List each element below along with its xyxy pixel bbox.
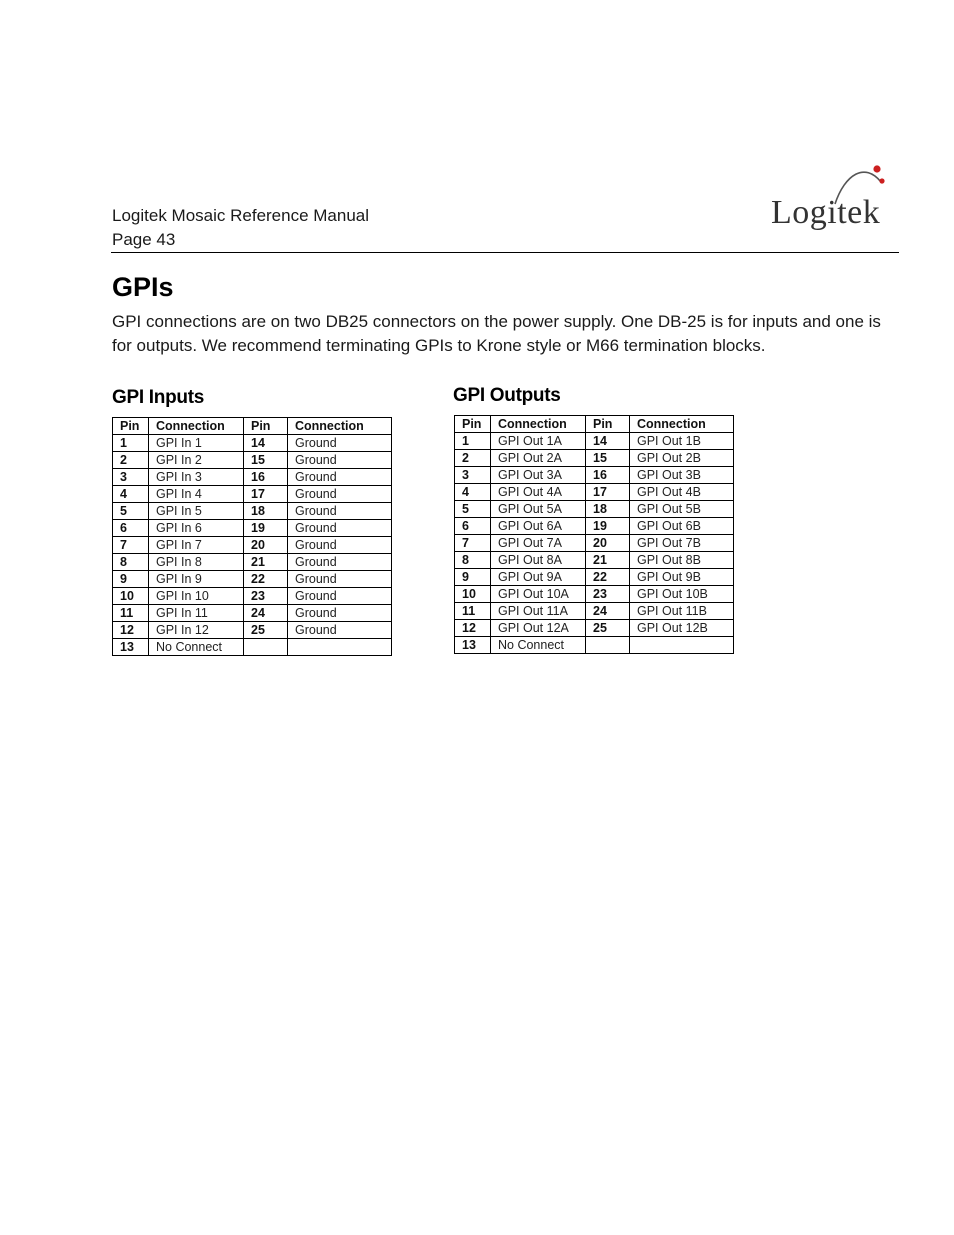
pin-number-cell: 5 [113,503,149,520]
connection-cell: GPI Out 4B [630,484,734,501]
pin-number-cell: 20 [586,535,630,552]
pin-number-cell: 16 [244,469,288,486]
gpi-inputs-title: GPI Inputs [112,387,205,408]
connection-cell: GPI Out 1B [630,433,734,450]
table-row [455,450,734,467]
pin-number-cell: 13 [113,639,149,656]
table-row [113,588,392,605]
page-number: Page 43 [112,230,176,249]
table-row [113,520,392,537]
table-row [113,503,392,520]
table-row [113,639,392,656]
pin-number-cell: 12 [455,620,491,637]
pin-number-cell: 23 [586,586,630,603]
connection-cell: GPI In 9 [149,571,244,588]
pin-number-cell: 8 [455,552,491,569]
header-divider [111,252,899,253]
pin-number-cell: 5 [455,501,491,518]
pin-number-cell: 16 [586,467,630,484]
table-row [113,486,392,503]
connection-cell: GPI In 5 [149,503,244,520]
connection-cell: GPI In 12 [149,622,244,639]
section-title: GPIs [112,272,174,302]
pin-number-cell: 17 [244,486,288,503]
connection-cell: Ground [288,486,392,503]
page-header [112,204,369,252]
connection-cell: GPI In 10 [149,588,244,605]
pin-number-cell: 9 [113,571,149,588]
table-row [113,469,392,486]
connection-cell: GPI Out 11B [630,603,734,620]
connection-cell: GPI Out 12A [491,620,586,637]
pin-column-header: Pin [455,416,491,433]
pin-number-cell: 7 [113,537,149,554]
connection-cell: GPI In 2 [149,452,244,469]
table-header-row [455,416,734,433]
connection-cell: GPI In 11 [149,605,244,622]
connection-cell: GPI In 6 [149,520,244,537]
table-row [455,637,734,654]
logitek-logo [765,160,895,240]
pin-number-cell: 18 [244,503,288,520]
gpi-outputs-title: GPI Outputs [453,385,561,406]
connection-cell: GPI Out 6A [491,518,586,535]
pin-number-cell: 18 [586,501,630,518]
connection-cell: GPI Out 7B [630,535,734,552]
pin-column-header: Pin [586,416,630,433]
table-row [455,552,734,569]
connection-cell: GPI Out 6B [630,518,734,535]
table-row [113,435,392,452]
pin-number-cell [244,639,288,656]
pin-number-cell: 6 [113,520,149,537]
connection-cell: Ground [288,622,392,639]
pin-number-cell: 10 [113,588,149,605]
pin-number-cell: 19 [586,518,630,535]
connection-cell: GPI In 4 [149,486,244,503]
connection-cell [288,639,392,656]
pin-number-cell: 14 [244,435,288,452]
connection-cell: Ground [288,537,392,554]
logo-wordmark: Logitek [771,194,881,231]
connection-cell: GPI Out 2B [630,450,734,467]
table-row [455,501,734,518]
table-row [113,622,392,639]
connection-cell: No Connect [491,637,586,654]
pin-number-cell: 3 [113,469,149,486]
connection-cell: GPI Out 2A [491,450,586,467]
table-row [113,571,392,588]
table-row [455,586,734,603]
connection-cell: Ground [288,554,392,571]
pin-number-cell: 20 [244,537,288,554]
table-row [455,433,734,450]
pin-number-cell: 9 [455,569,491,586]
pin-number-cell: 3 [455,467,491,484]
connection-cell: Ground [288,605,392,622]
table-row [455,620,734,637]
pin-number-cell: 11 [113,605,149,622]
connection-cell: GPI In 7 [149,537,244,554]
connection-cell: GPI Out 9A [491,569,586,586]
pin-number-cell: 15 [586,450,630,467]
connection-cell: GPI Out 5B [630,501,734,518]
table-row [455,535,734,552]
table-row [455,484,734,501]
table-header-row [113,418,392,435]
gpi-outputs-table [454,415,734,654]
table-row [455,518,734,535]
pin-number-cell: 14 [586,433,630,450]
table-row [113,537,392,554]
connection-cell: Ground [288,469,392,486]
connection-cell: GPI Out 11A [491,603,586,620]
connection-cell: GPI Out 8B [630,552,734,569]
pin-number-cell: 22 [244,571,288,588]
connection-cell: No Connect [149,639,244,656]
connection-cell: GPI In 8 [149,554,244,571]
connection-cell: GPI Out 3B [630,467,734,484]
pin-number-cell: 1 [455,433,491,450]
pin-number-cell: 17 [586,484,630,501]
pin-number-cell: 24 [586,603,630,620]
pin-number-cell: 1 [113,435,149,452]
connection-cell: GPI Out 10B [630,586,734,603]
connection-cell: Ground [288,571,392,588]
manual-title: Logitek Mosaic Reference Manual [112,206,370,225]
pin-number-cell: 22 [586,569,630,586]
pin-number-cell: 10 [455,586,491,603]
connection-cell: GPI Out 10A [491,586,586,603]
connection-column-header: Connection [288,418,392,435]
pin-number-cell: 25 [586,620,630,637]
connection-cell: Ground [288,520,392,537]
pin-number-cell: 21 [244,554,288,571]
intro-paragraph: GPI connections are on two DB25 connectors on the power supply. One DB-25 is for inputs and one is for outputs. We recommend terminating GPIs to Krone style or M66 termination blocks. [112,312,881,355]
connection-cell [630,637,734,654]
pin-number-cell: 11 [455,603,491,620]
connection-cell: GPI Out 4A [491,484,586,501]
pin-number-cell: 7 [455,535,491,552]
table-row [113,554,392,571]
pin-number-cell: 2 [455,450,491,467]
pin-number-cell: 23 [244,588,288,605]
pin-number-cell: 21 [586,552,630,569]
pin-number-cell: 19 [244,520,288,537]
connection-cell: GPI Out 7A [491,535,586,552]
pin-number-cell [586,637,630,654]
table-row [113,605,392,622]
connection-cell: Ground [288,435,392,452]
connection-column-header: Connection [630,416,734,433]
pin-number-cell: 6 [455,518,491,535]
pin-number-cell: 8 [113,554,149,571]
pin-number-cell: 4 [455,484,491,501]
pin-number-cell: 25 [244,622,288,639]
connection-cell: GPI Out 1A [491,433,586,450]
pin-number-cell: 4 [113,486,149,503]
pin-number-cell: 13 [455,637,491,654]
table-row [455,603,734,620]
connection-cell: GPI Out 12B [630,620,734,637]
pin-column-header: Pin [113,418,149,435]
connection-cell: Ground [288,503,392,520]
gpi-inputs-table [112,417,392,656]
connection-cell: Ground [288,452,392,469]
connection-cell: GPI In 3 [149,469,244,486]
table-row [455,569,734,586]
pin-column-header: Pin [244,418,288,435]
connection-cell: Ground [288,588,392,605]
connection-cell: GPI Out 3A [491,467,586,484]
pin-number-cell: 2 [113,452,149,469]
connection-cell: GPI In 1 [149,435,244,452]
pin-number-cell: 12 [113,622,149,639]
table-row [113,452,392,469]
connection-column-header: Connection [491,416,586,433]
connection-column-header: Connection [149,418,244,435]
pin-number-cell: 24 [244,605,288,622]
connection-cell: GPI Out 8A [491,552,586,569]
table-row [455,467,734,484]
connection-cell: GPI Out 9B [630,569,734,586]
pin-number-cell: 15 [244,452,288,469]
connection-cell: GPI Out 5A [491,501,586,518]
